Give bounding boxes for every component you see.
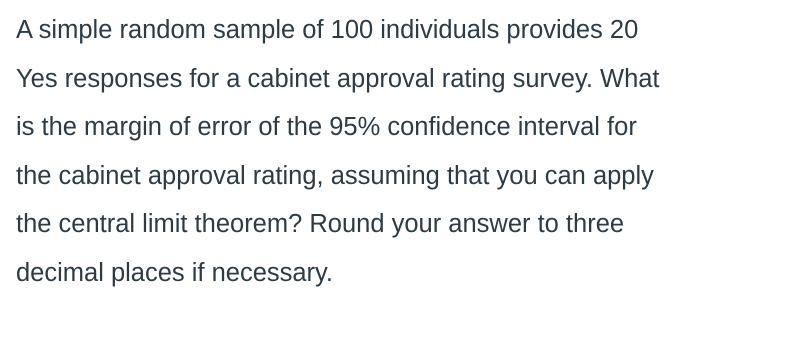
question-line: the cabinet approval rating, assuming that you can apply bbox=[16, 161, 654, 190]
question-line: the central limit theorem? Round your answer to three bbox=[16, 210, 625, 238]
question-line: decimal places if necessary. bbox=[16, 258, 333, 287]
question-text bbox=[16, 6, 806, 297]
question-line: Yes responses for a cabinet approval rating survey. What bbox=[16, 64, 660, 93]
question-line: is the margin of error of the 95% confidence interval for bbox=[16, 113, 637, 141]
question-line: A simple random sample of 100 individuals provides 20 bbox=[16, 16, 639, 44]
